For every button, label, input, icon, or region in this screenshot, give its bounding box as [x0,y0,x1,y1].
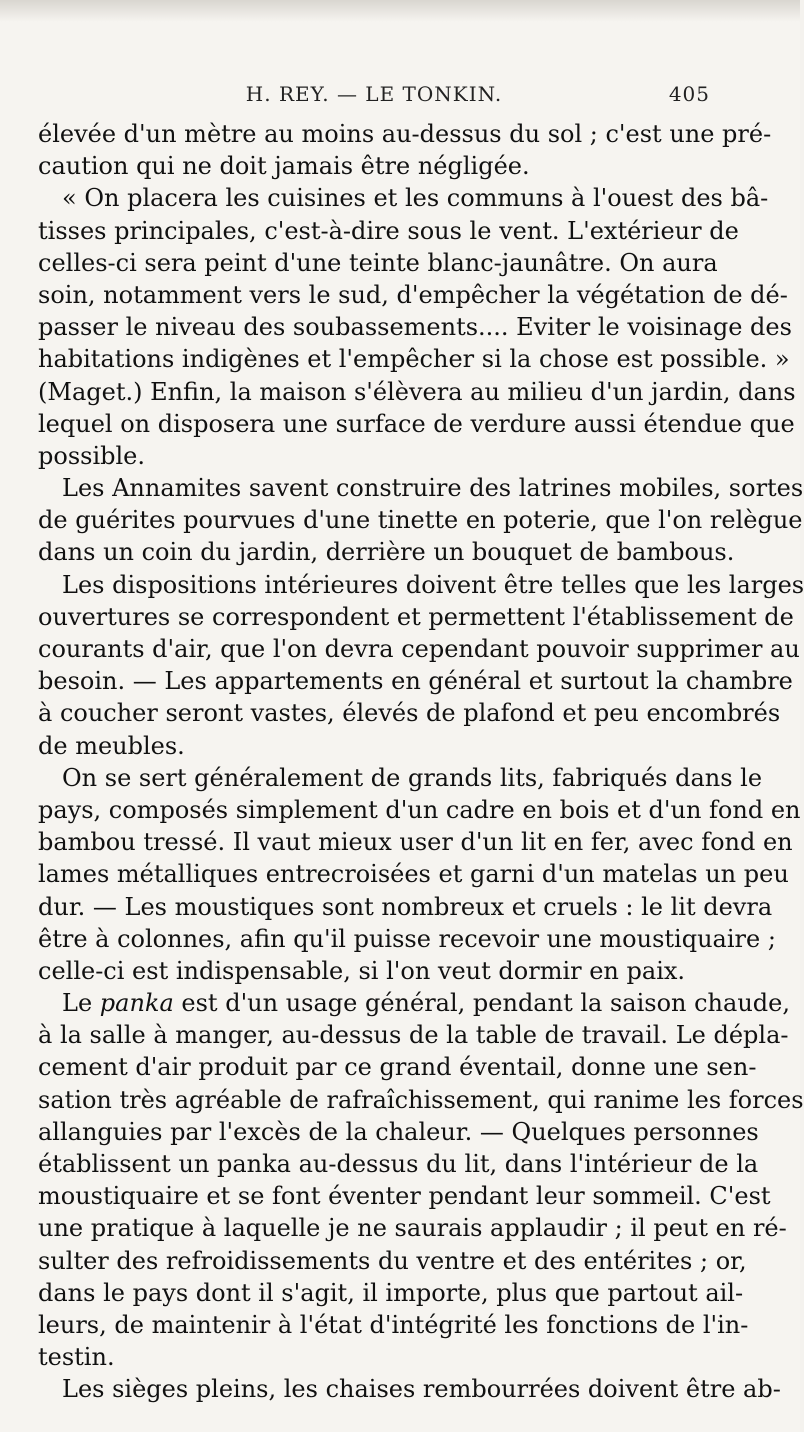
text-line: allanguies par l'excès de la chaleur. — Quelques personnes [38,1117,759,1146]
text-line: être à colonnes, afin qu'il puisse recevoir une moustiquaire ; [38,924,776,953]
text-line: leurs, de maintenir à l'état d'intégrité les fonctions de l'in- [38,1310,749,1339]
text-line: de meubles. [38,731,185,760]
text-line: à la salle à manger, au-dessus de la table de travail. Le dépla- [38,1021,789,1050]
panka-lead: Le [62,989,93,1018]
text-line: soin, notamment vers le sud, d'empêcher la végétation de dé- [38,280,788,309]
text-line: tisses principales, c'est-à-dire sous le vent. L'extérieur de [38,216,739,245]
text-line: établissent un panka au-dessus du lit, dans l'intérieur de la [38,1150,759,1178]
text-line: cement d'air produit par ce grand éventail, donne une sen- [38,1053,757,1082]
text-line: caution qui ne doit jamais être négligée. [38,152,530,181]
text-line: dans le pays dont il s'agit, il importe, plus que partout ail- [38,1278,744,1307]
text-line: testin. [38,1343,115,1372]
text-line: celles-ci sera peint d'une teinte blanc-jaunâtre. On aura [38,248,718,277]
text-line: moustiquaire et se font éventer pendant leur sommeil. C'est [38,1182,771,1211]
text-line: Les dispositions intérieures doivent être telles que les larges [62,570,804,599]
text-line: besoin. — Les appartements en général et surtout la chambre [38,667,793,696]
text-line: lequel on disposera une surface de verdure aussi étendue que [38,409,795,438]
text-line: sation très agréable de rafraîchissement, qui ranime les forces [38,1085,804,1114]
text-line: habitations indigènes et l'empêcher si la chose est possible. » [38,345,790,374]
text-line: ouvertures se correspondent et permettent l'établissement de [38,602,794,631]
text-line: On se sert généralement de grands lits, fabriqués dans le [62,763,763,792]
text-line: celle-ci est indispensable, si l'on veut dormir en paix. [38,956,686,985]
panka-rest: est d'un usage général, pendant la saison chaude, [181,989,790,1018]
text-line: bambou tressé. Il vaut mieux user d'un lit en fer, avec fond en [38,828,793,857]
text-line: Les sièges pleins, les chaises rembourrées doivent être ab- [62,1375,781,1404]
text-line: de guérites pourvues d'une tinette en poterie, que l'on relègue [38,506,803,535]
text-line: à coucher seront vastes, élevés de plafond et peu encombrés [38,699,781,728]
text-line: passer le niveau des soubassements.... Eviter le voisinage des [38,313,792,342]
text-line: pays, composés simplement d'un cadre en bois et d'un fond en [38,795,801,824]
text-line: courants d'air, que l'on devra cependant pouvoir supprimer au [38,635,800,663]
text-line: une pratique à laquelle je ne saurais applaudir ; il peut en ré- [38,1214,787,1243]
page-number: 405 [668,82,710,106]
body-text [38,118,804,1406]
text-line: dur. — Les moustiques sont nombreux et cruels : le lit devra [38,892,773,921]
text-line-panka [38,987,790,1019]
text-line: possible. [38,441,145,470]
panka-term: panka [99,989,174,1018]
running-head: H. REY. — LE TONKIN. [245,82,503,106]
text-line: lames métalliques entrecroisées et garni d'un matelas un peu [38,860,789,889]
text-line: (Maget.) Enfin, la maison s'élèvera au milieu d'un jardin, dans [38,377,796,406]
text-line: dans un coin du jardin, derrière un bouquet de bambous. [38,538,735,567]
text-line: élevée d'un mètre au moins au-dessus du sol ; c'est une pré- [38,120,772,148]
text-line: sulter des refroidissements du ventre et des entérites ; or, [38,1246,747,1275]
text-line: « On placera les cuisines et les communs à l'ouest des bâ- [62,184,769,213]
text-line: Les Annamites savent construire des latrines mobiles, sortes [62,474,804,503]
scan-top-edge [0,0,800,22]
page-header [38,82,710,108]
